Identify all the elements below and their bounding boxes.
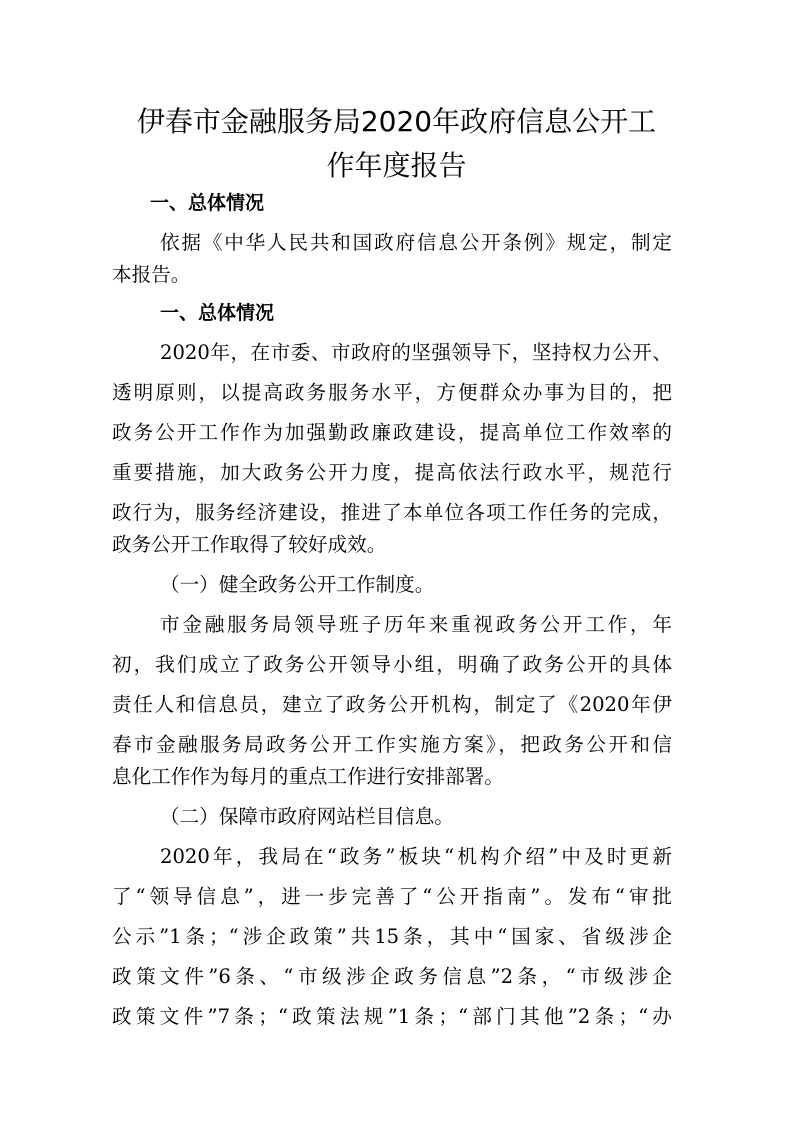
paragraph-3-line-5: 政策文件”7条；“政策法规”1条；“部门其他”2条；“办 bbox=[112, 1005, 672, 1028]
paragraph-3-line-3: 公示”1条；“涉企政策”共15条，其中“国家、省级涉企 bbox=[112, 925, 672, 948]
paragraph-1-line-3: 政务公开工作作为加强勤政廉政建设，提高单位工作效率的 bbox=[112, 421, 672, 444]
section-heading-overview-repeat: 一、总体情况 bbox=[160, 302, 275, 324]
paragraph-1-line-5: 政行为，服务经济建设，推进了本单位各项工作任务的完成， bbox=[112, 501, 672, 524]
paragraph-3-line-4: 政策文件”6条、“市级涉企政务信息”2条，“市级涉企 bbox=[112, 965, 672, 988]
paragraph-2-line-3: 责任人和信息员，建立了政务公开机构，制定了《2020年伊 bbox=[112, 693, 672, 716]
subheading-1: （一）健全政务公开工作制度。 bbox=[160, 573, 435, 596]
paragraph-2-line-1: 市金融服务局领导班子历年来重视政务公开工作，年 bbox=[160, 613, 672, 636]
paragraph-2-line-2: 初，我们成立了政务公开领导小组，明确了政务公开的具体 bbox=[112, 653, 672, 676]
section-heading-overview: 一、总体情况 bbox=[150, 192, 265, 214]
paragraph-1-line-2: 透明原则，以提高政务服务水平，方便群众办事为目的，把 bbox=[112, 381, 672, 404]
paragraph-2-line-5: 息化工作作为每月的重点工作进行安排部署。 bbox=[112, 765, 504, 788]
intro-line-1: 依据《中华人民共和国政府信息公开条例》规定，制定 bbox=[160, 231, 672, 254]
paragraph-3-line-1: 2020年，我局在“政务”板块“机构介绍”中及时更新 bbox=[160, 845, 672, 868]
paragraph-2-line-4: 春市金融服务局政务公开工作实施方案》，把政务公开和信 bbox=[112, 733, 672, 756]
paragraph-1-line-4: 重要措施，加大政务公开力度，提高依法行政水平，规范行 bbox=[112, 461, 672, 484]
paragraph-3-line-2: 了“领导信息”，进一步完善了“公开指南”。发布“审批 bbox=[112, 885, 672, 908]
document-title-line-1: 伊春市金融服务局2020年政府信息公开工 bbox=[136, 105, 657, 138]
paragraph-1-line-6: 政务公开工作取得了较好成效。 bbox=[112, 533, 387, 556]
subheading-2: （二）保障市政府网站栏目信息。 bbox=[160, 805, 454, 828]
intro-line-2: 本报告。 bbox=[112, 263, 191, 286]
document-title-line-2: 作年度报告 bbox=[326, 149, 467, 182]
paragraph-1-line-1: 2020年，在市委、市政府的坚强领导下，坚持权力公开、 bbox=[160, 341, 672, 364]
